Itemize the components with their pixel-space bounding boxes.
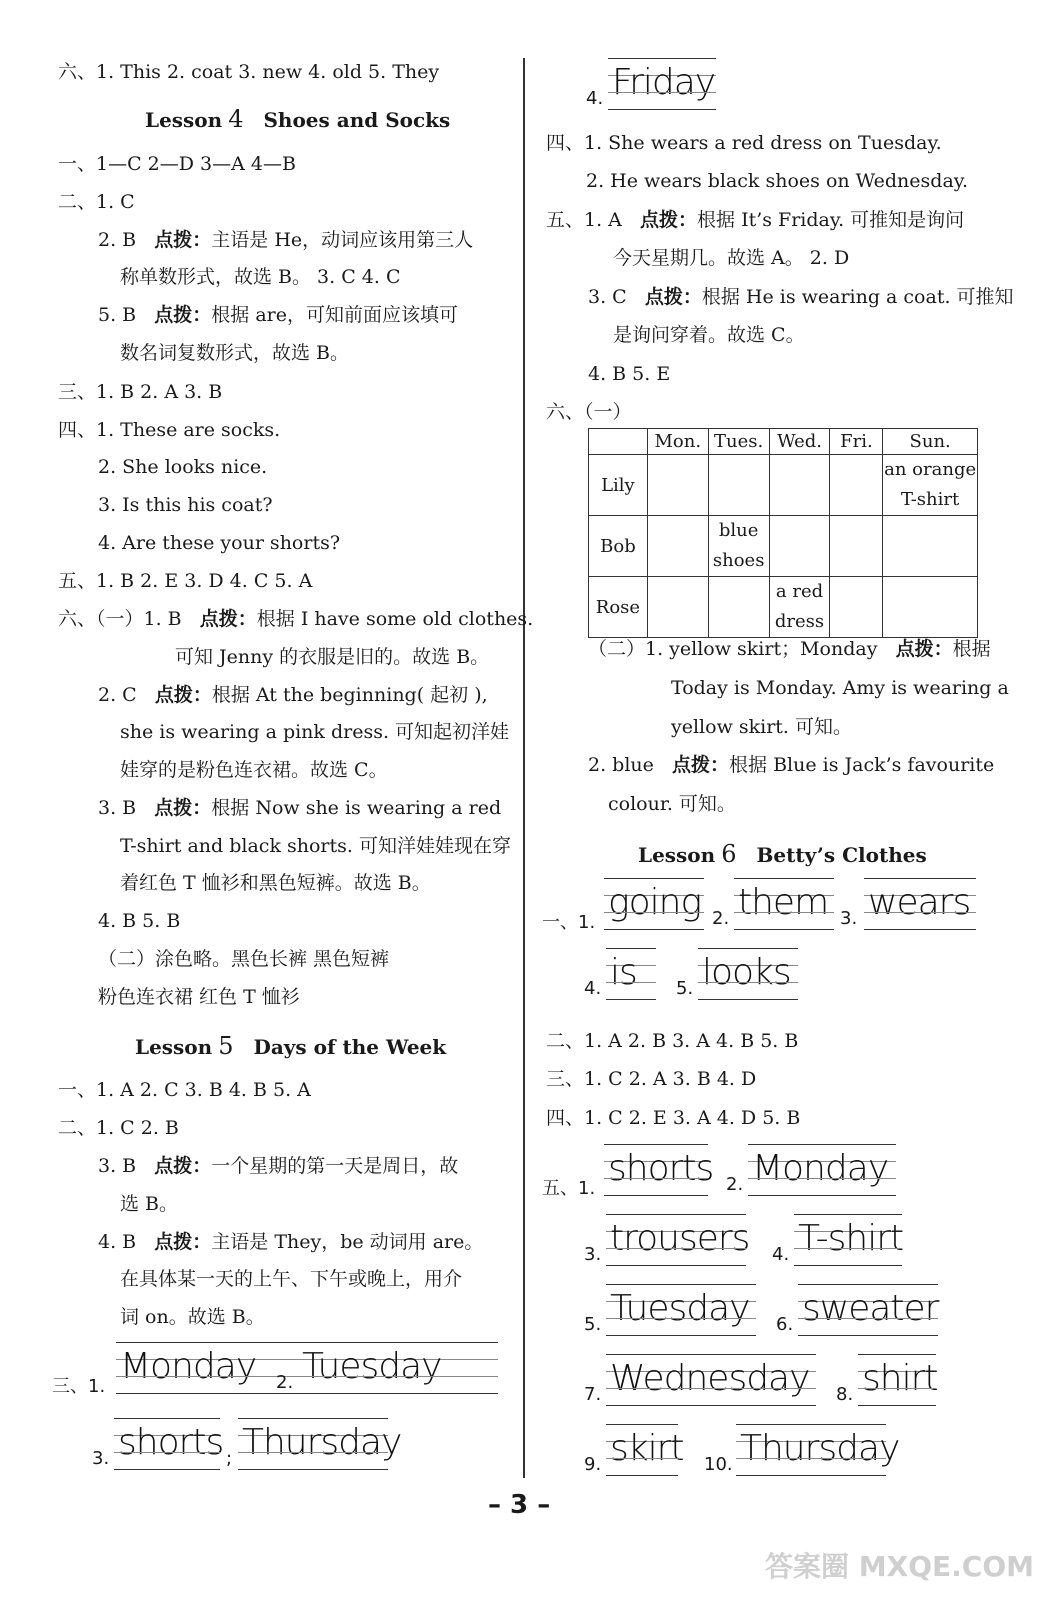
table-cell (830, 516, 883, 577)
answer-line: 可知 Jenny 的衣服是旧的。故选 B。 (175, 646, 490, 668)
answer-line: 六、（一）1. B 点拨：根据 I have some old clothes. (58, 608, 534, 630)
table-row (589, 577, 978, 638)
page-number: – 3 – (488, 1490, 551, 1520)
answer-line: 五、1. A 点拨：根据 It’s Friday. 可推知是询问 (546, 209, 965, 231)
table-cell (883, 577, 978, 638)
table-header-cell: Sun. (883, 429, 978, 455)
answer-line: （二）1. yellow skirt；Monday 点拨：根据 (588, 638, 991, 660)
answer-line: （二）涂色略。黑色长裤 黑色短裤 (98, 948, 390, 970)
answer-line: 3. Is this his coat? (98, 494, 273, 516)
table-cell: Rose (589, 577, 648, 638)
watermark: 答案圈 MXQE.COM (765, 1550, 1034, 1583)
table-cell (708, 455, 769, 516)
answer-line: 四、1. C 2. E 3. A 4. D 5. B (546, 1107, 801, 1129)
table-cell: an orange T-shirt (883, 455, 978, 516)
lesson-5-heading: Lesson 5 Days of the Week (135, 1032, 447, 1060)
answer-line: 娃穿的是粉色连衣裙。故选 C。 (120, 759, 388, 781)
answer-line: 选 B。 (120, 1193, 179, 1215)
answer-line: 2. He wears black shoes on Wednesday. (586, 170, 969, 192)
answer-line: she is wearing a pink dress. 可知起初洋娃 (120, 721, 510, 743)
answer-line: 称单数形式，故选 B。 3. C 4. C (120, 266, 401, 288)
table-cell (830, 577, 883, 638)
table-cell: Lily (589, 455, 648, 516)
lesson-4-heading: Lesson 4 Shoes and Socks (145, 105, 451, 133)
answer-line: 四、1. She wears a red dress on Tuesday. (546, 132, 942, 154)
table-header-cell: Wed. (769, 429, 830, 455)
table-cell: blue shoes (708, 516, 769, 577)
answer-line: 今天星期几。故选 A。 2. D (613, 247, 850, 269)
answer-line: 是询问穿着。故选 C。 (613, 324, 805, 346)
table-header-cell: Fri. (830, 429, 883, 455)
answer-line: 3. B 点拨：一个星期的第一天是周日，故 (98, 1155, 459, 1177)
answer-line: 六、1. This 2. coat 3. new 4. old 5. They (58, 61, 440, 83)
answer-line: yellow skirt. 可知。 (671, 716, 853, 738)
answer-line: 2. She looks nice. (98, 456, 268, 478)
answer-line: 在具体某一天的上午、下午或晚上，用介 (120, 1268, 463, 1290)
table-header-cell (589, 429, 648, 455)
answer-line: T-shirt and black shorts. 可知洋娃娃现在穿 (120, 835, 511, 857)
answer-line: 2. C 点拨：根据 At the beginning( 起初 ), (98, 684, 488, 706)
table-cell (830, 455, 883, 516)
table-cell (769, 516, 830, 577)
answer-line: 二、1. C 2. B (58, 1117, 179, 1139)
table-cell (769, 455, 830, 516)
table-header-cell: Tues. (708, 429, 769, 455)
answer-line: 一、1. A 2. C 3. B 4. B 5. A (58, 1079, 311, 1101)
table-cell: a red dress (769, 577, 830, 638)
answer-line: 5. B 点拨：根据 are，可知前面应该填可 (98, 304, 458, 326)
answer-line: 词 on。故选 B。 (120, 1306, 265, 1328)
answer-line: 五、1. B 2. E 3. D 4. C 5. A (58, 570, 313, 592)
answer-line: 二、1. C (58, 191, 135, 213)
answer-line: 六、（一） (546, 401, 632, 423)
table-cell: Bob (589, 516, 648, 577)
answer-line: 3. C 点拨：根据 He is wearing a coat. 可推知 (588, 286, 1014, 308)
answer-line: 数名词复数形式，故选 B。 (120, 342, 350, 364)
answer-line: 四、1. These are socks. (58, 419, 281, 441)
table-header-row (589, 429, 978, 455)
answer-line: 4. Are these your shorts? (98, 532, 341, 554)
answer-line: 2. B 点拨：主语是 He，动词应该用第三人 (98, 229, 474, 251)
answer-line: colour. 可知。 (608, 793, 736, 815)
answer-line: 2. blue 点拨：根据 Blue is Jack’s favourite (588, 754, 995, 776)
answer-line: Today is Monday. Amy is wearing a (671, 677, 1009, 699)
answer-line: 三、1. B 2. A 3. B (58, 381, 223, 403)
answer-line: 4. B 点拨：主语是 They，be 动词用 are。 (98, 1231, 484, 1253)
table-cell (647, 577, 708, 638)
table-cell (883, 516, 978, 577)
answer-line: 二、1. A 2. B 3. A 4. B 5. B (546, 1030, 799, 1052)
answer-line: 4. B 5. B (98, 910, 181, 932)
answer-line: 3. B 点拨：根据 Now she is wearing a red (98, 797, 502, 819)
table-header-cell: Mon. (647, 429, 708, 455)
answer-line: 4. B 5. E (588, 363, 671, 385)
answer-line: 粉色连衣裙 红色 T 恤衫 (98, 986, 300, 1008)
table-cell (708, 577, 769, 638)
table-cell (647, 516, 708, 577)
column-divider (523, 58, 525, 1478)
lesson-6-heading: Lesson 6 Betty’s Clothes (638, 840, 927, 868)
answer-line: 着红色 T 恤衫和黑色短裤。故选 B。 (120, 872, 431, 894)
table-cell (647, 455, 708, 516)
schedule-table (588, 428, 978, 638)
table-row (589, 516, 978, 577)
answer-line: 一、1—C 2—D 3—A 4—B (58, 153, 296, 175)
answer-line: 三、1. C 2. A 3. B 4. D (546, 1068, 757, 1090)
table-row (589, 455, 978, 516)
